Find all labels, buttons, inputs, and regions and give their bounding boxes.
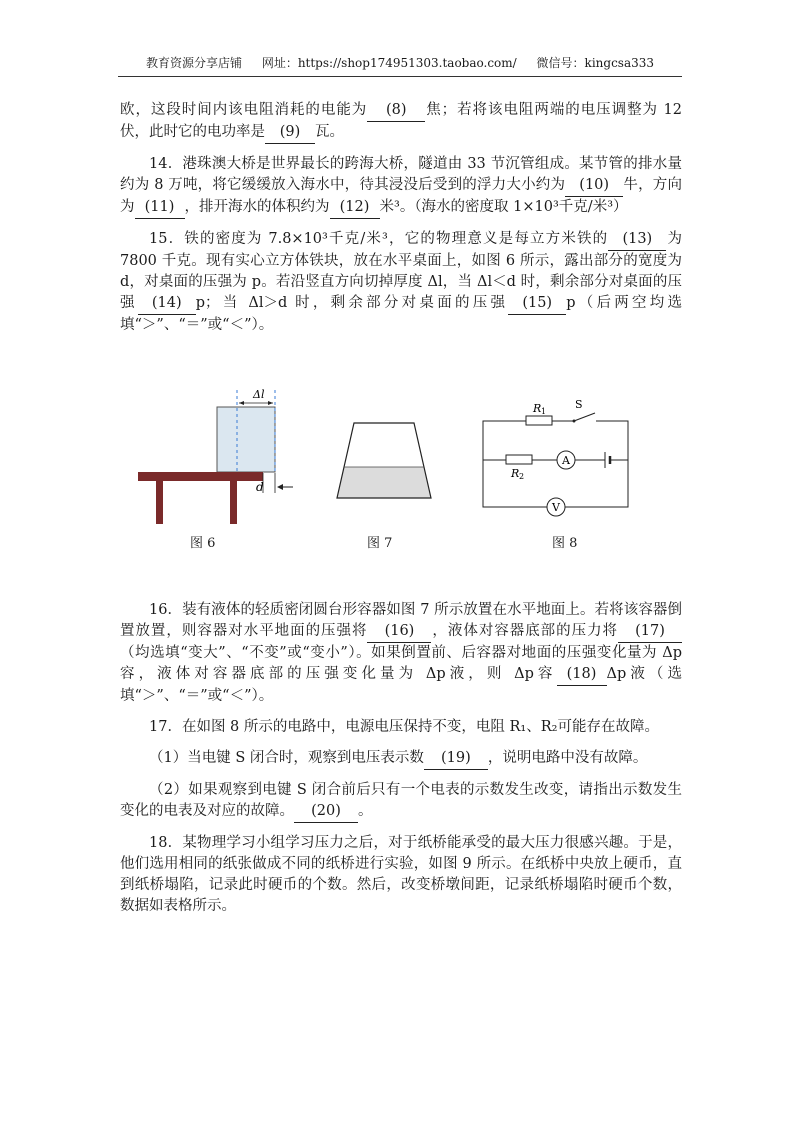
table-leg-right — [230, 481, 237, 524]
svg-text:A: A — [562, 454, 570, 467]
delta-l-label: Δl — [253, 388, 265, 401]
blank-9: (9) — [265, 122, 315, 144]
page-header — [118, 54, 682, 77]
blank-16: (16) — [367, 621, 431, 643]
liquid — [337, 467, 431, 498]
question-13-continuation: 欧，这段时间内该电阻消耗的电能为 (8) 焦；若将该电阻两端的电压调整为 12 伏，此时它的电功率是 (9) 瓦。 — [120, 100, 682, 144]
svg-text:2: 2 — [519, 472, 525, 481]
question-17-sub2: （2）如果观察到电键 S 闭合前后只有一个电表的示数发生改变，请指出示数发生变化的电表及对应的故障。 (20) 。 — [120, 780, 682, 823]
header-shop: 教育资源分享店铺 — [145, 56, 242, 70]
figure-7-caption: 图 7 — [367, 536, 393, 551]
figure-7 — [330, 415, 440, 505]
blank-12: (12) — [330, 197, 380, 219]
question-16: 16．装有液体的轻质密闭圆台形容器如图 7 所示放置在水平地面上。若将该容器倒置放置，则容器对水平地面的压强将 (16) ，液体对容器底部的压力将 (17)（均选填“变大”、“不变”或“变小”）。如果倒置前、后容器对地面的压强变化量为 Δp容，液体对容器底部的压强变化量为 Δp液，则 Δp容 (18) Δp液（选填“＞”、“＝”或“＜”）。 — [120, 602, 682, 704]
resistor-r1 — [526, 416, 552, 425]
figures-row — [120, 385, 680, 555]
blank-20: (20) — [294, 801, 358, 823]
blank-10: (10) — [565, 175, 623, 197]
figure-8 — [478, 395, 638, 525]
questions-16-18 — [120, 600, 682, 927]
question-15: 15．铁的密度为 7.8×10³千克/米³，它的物理意义是每立方米铁的 (13) 为 7800 千克。现有实心立方体铁块，放在水平桌面上，如图 6 所示，露出部分的宽度为 d，对桌面的压强为 p。若沿竖直方向切掉厚度 Δl，当 Δl＜d 时，剩余部分对桌面的压强 (14) p；当 Δl＞d 时，剩余部分对桌面的压强 (15) p（后两空均选填“＞”、“＝”或“＜”）。 — [120, 231, 683, 333]
question-17-stem: 17．在如图 8 所示的电路中，电源电压保持不变，电阻 R₁、R₂可能存在故障。 — [149, 719, 659, 735]
blank-14: (14) — [138, 293, 196, 315]
resistor-r2 — [506, 455, 532, 464]
table-top — [138, 472, 263, 481]
header-url: 网址：https://shop174951303.taobao.com/ — [261, 56, 517, 70]
question-18: 18．某物理学习小组学习压力之后，对于纸桥能承受的最大压力很感兴趣。于是，他们选用相同的纸张做成不同的纸桥进行实验，如图 9 所示。在纸桥中央放上硬币，直到纸桥塌陷，记录此时硬币的个数。然后，改变桥墩间距，记录纸桥塌陷时硬币个数，数据如表格所示。 — [120, 835, 682, 914]
figure-6 — [130, 385, 300, 530]
r2-label: R — [511, 467, 520, 480]
questions-13-15 — [120, 100, 682, 346]
question-14: 14．港珠澳大桥是世界最长的跨海大桥，隧道由 33 节沉管组成。某节管的排水量约为 8 万吨，将它缓缓放入海水中，待其浸没后受到的浮力大小约为 (10) 牛，方向为 (11) ，排开海水的体积约为 (12) 米³。（海水的密度取 1×10³千克/米³） — [120, 154, 682, 219]
blank-18: (18) — [557, 664, 607, 686]
blank-15: (15) — [508, 293, 566, 315]
table-leg-left — [156, 481, 163, 524]
question-17-sub1: （1）当电键 S 闭合时，观察到电压表示数 (19) ，说明电路中没有故障。 — [120, 748, 682, 770]
blank-17: (17) — [618, 621, 682, 643]
blank-11: (11) — [135, 197, 185, 219]
header-wechat: 微信号：kingcsa333 — [536, 56, 655, 70]
blank-19: (19) — [424, 748, 488, 770]
blank-13: (13) — [608, 229, 666, 251]
r1-label: R — [533, 402, 542, 415]
figure-8-caption: 图 8 — [552, 536, 578, 551]
switch-label: S — [575, 398, 583, 411]
d-label: d — [256, 480, 264, 494]
blank-8: (8) — [367, 100, 425, 122]
figure-6-caption: 图 6 — [190, 536, 216, 551]
iron-cube — [217, 407, 275, 472]
svg-text:V: V — [552, 501, 560, 514]
svg-text:1: 1 — [541, 407, 547, 416]
